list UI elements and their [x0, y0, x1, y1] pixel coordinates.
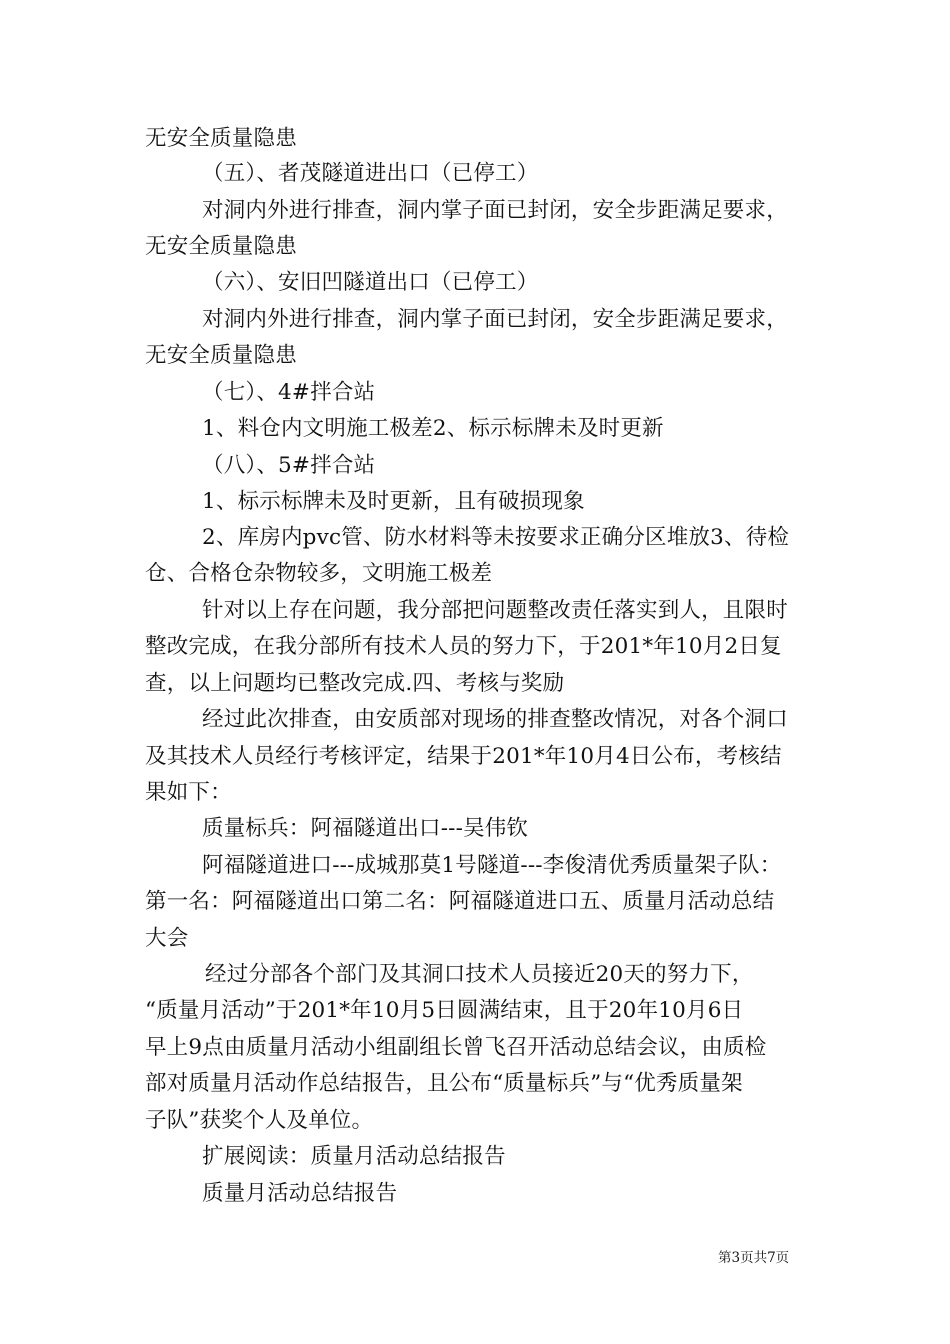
text-line: 经过此次排查，由安质部对现场的排查整改情况，对各个洞口 — [202, 707, 788, 732]
text-line: 无安全质量隐患 — [145, 126, 297, 151]
section-heading: （八）、5#拌合站 — [202, 453, 376, 478]
text-line: 1、料仓内文明施工极差2、标示标牌未及时更新 — [202, 416, 664, 441]
text-line: 对洞内外进行排查，洞内掌子面已封闭，安全步距满足要求， — [202, 307, 788, 332]
text-line: 针对以上存在问题，我分部把问题整改责任落实到人，且限时 — [202, 598, 788, 623]
section-heading: （六）、安旧凹隧道出口（已停工） — [202, 270, 539, 295]
text-line: “质量月活动”于201*年10月5日圆满结束，且于20年10月6日 — [145, 998, 744, 1023]
text-line: 及其技术人员经行考核评定，结果于201*年10月4日公布，考核结 — [145, 744, 782, 769]
section-heading: （七）、4#拌合站 — [202, 380, 376, 405]
text-line: 扩展阅读：质量月活动总结报告 — [202, 1144, 506, 1169]
text-line: 对洞内外进行排查，洞内掌子面已封闭，安全步距满足要求， — [202, 198, 788, 223]
text-line: 质量月活动总结报告 — [202, 1181, 398, 1206]
text-line: 第一名：阿福隧道出口第二名：阿福隧道进口五、质量月活动总结 — [145, 889, 775, 914]
text-line: 经过分部各个部门及其洞口技术人员接近20天的努力下， — [205, 962, 754, 987]
page-number-footer: 第3页共7页 — [718, 1250, 790, 1266]
text-line: 果如下： — [145, 780, 232, 805]
text-line: 2、库房内pvc管、防水材料等未按要求正确分区堆放3、待检 — [202, 525, 790, 550]
section-heading: （五）、者茂隧道进出口（已停工） — [202, 161, 539, 186]
text-line: 1、标示标牌未及时更新，且有破损现象 — [202, 489, 585, 514]
text-line: 早上9点由质量月活动小组副组长曾飞召开活动总结会议，由质检 — [145, 1035, 767, 1060]
text-line: 整改完成，在我分部所有技术人员的努力下，于201*年10月2日复 — [145, 634, 782, 659]
text-line: 质量标兵：阿福隧道出口---吴伟钦 — [202, 816, 529, 841]
text-line: 阿福隧道进口---成城那莫1号隧道---李俊清优秀质量架子队： — [202, 853, 782, 878]
text-line: 部对质量月活动作总结报告，且公布“质量标兵”与“优秀质量架 — [145, 1071, 743, 1096]
text-line: 无安全质量隐患 — [145, 343, 297, 368]
text-line: 仓、合格仓杂物较多，文明施工极差 — [145, 561, 493, 586]
text-line: 无安全质量隐患 — [145, 234, 297, 259]
text-line: 子队”获奖个人及单位。 — [145, 1108, 374, 1133]
text-line: 大会 — [145, 926, 189, 951]
text-line: 查，以上问题均已整改完成.四、考核与奖励 — [145, 671, 565, 696]
